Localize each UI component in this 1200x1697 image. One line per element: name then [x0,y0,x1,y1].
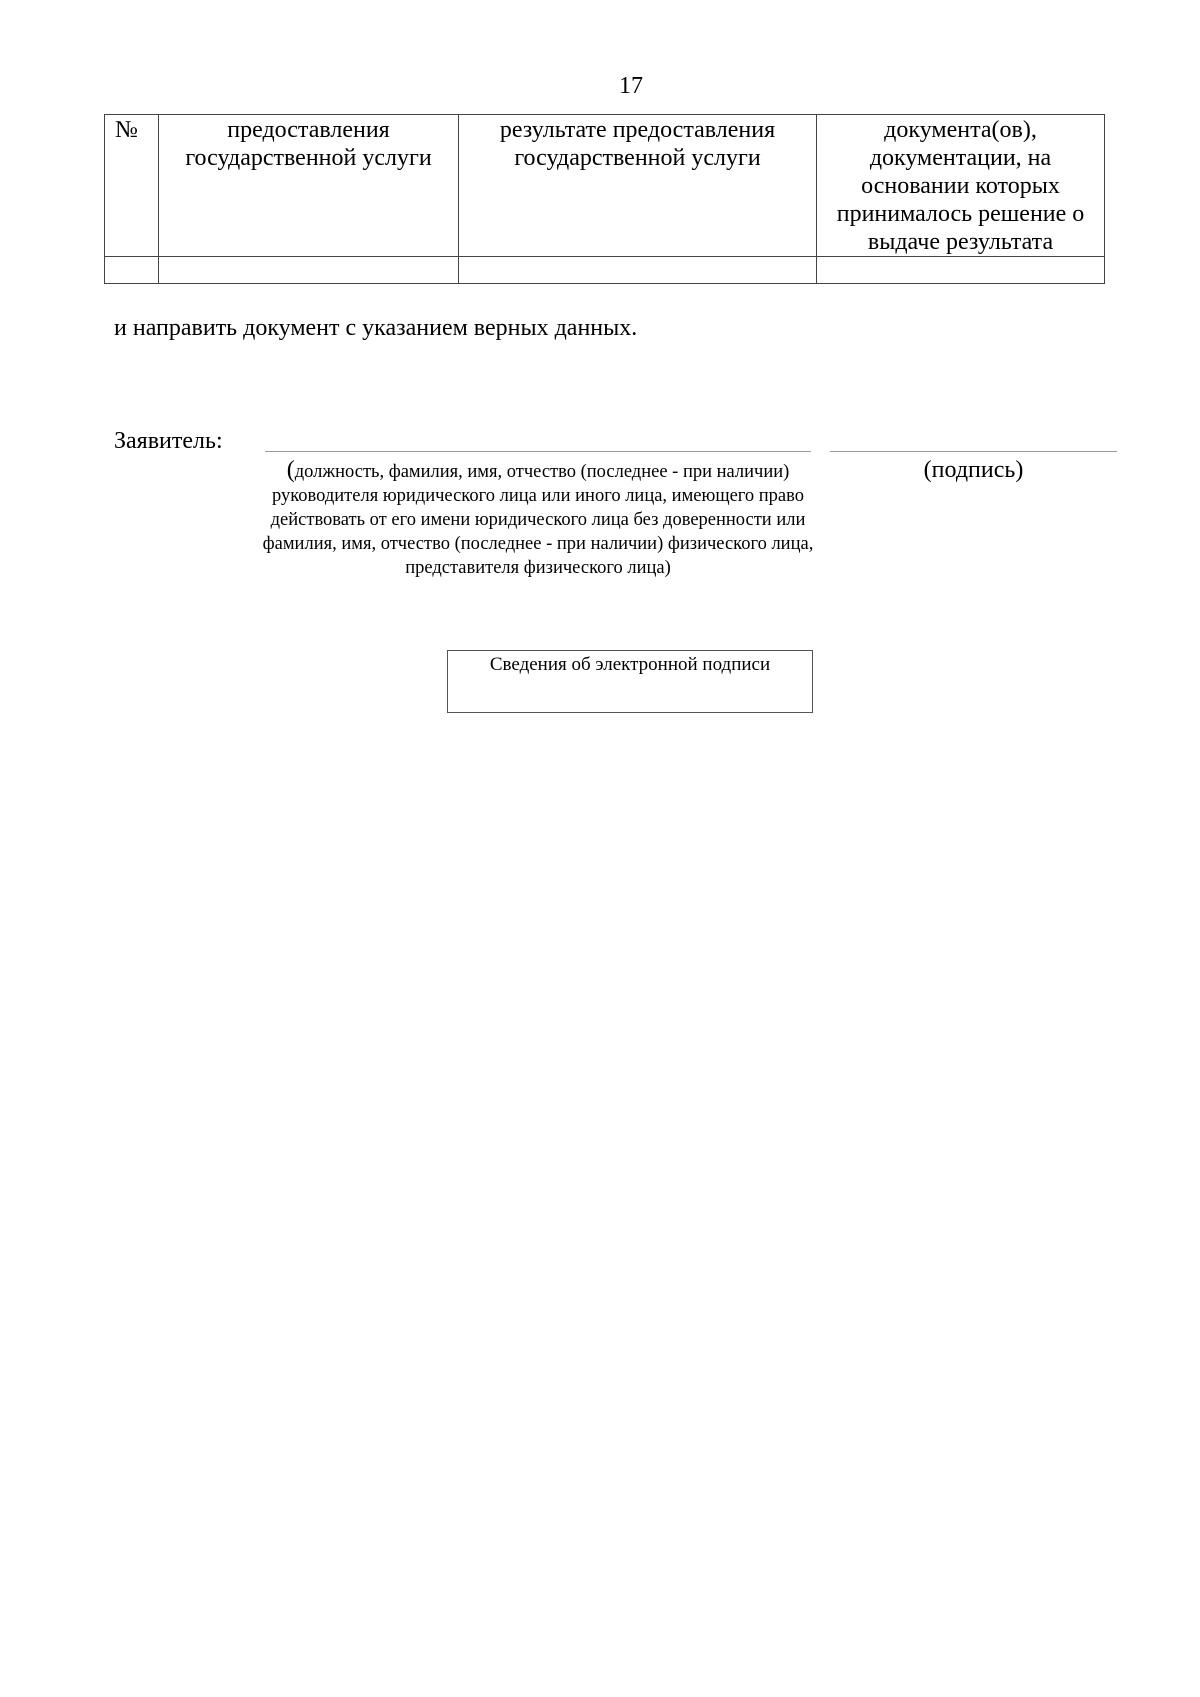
table-cell [105,257,159,284]
esignature-box: Сведения об электронной подписи [447,650,813,713]
result-table [104,114,1105,284]
applicant-label: Заявитель: [114,428,223,454]
table-cell [817,257,1105,284]
signature-line [830,451,1117,452]
signature-caption: (подпись) [923,457,1024,483]
name-caption-text: должность, фамилия, имя, отчество (последнее - при наличии) руководителя юридического лица или иного лица, имеющего право действовать от его имени юридического лица без доверенности или фамилия, имя, отчество (последнее - при наличии) физического лица, представителя физического лица) [262,462,814,578]
note-text: и направить документ с указанием верных данных. [114,315,638,341]
table-cell [459,257,817,284]
name-caption-lead: ( [286,457,295,483]
table-header-row [105,115,1105,257]
header-result: результате предоставления государственной услуги [459,115,817,257]
header-number: № [105,115,159,257]
table-row [105,257,1105,284]
header-provision: предоставления государственной услуги [159,115,459,257]
name-signature-line [265,451,811,452]
page-number: 17 [619,73,643,99]
name-caption [255,458,821,580]
table-cell [159,257,459,284]
header-documents: документа(ов), документации, на основании которых принималось решение о выдаче результата [817,115,1105,257]
